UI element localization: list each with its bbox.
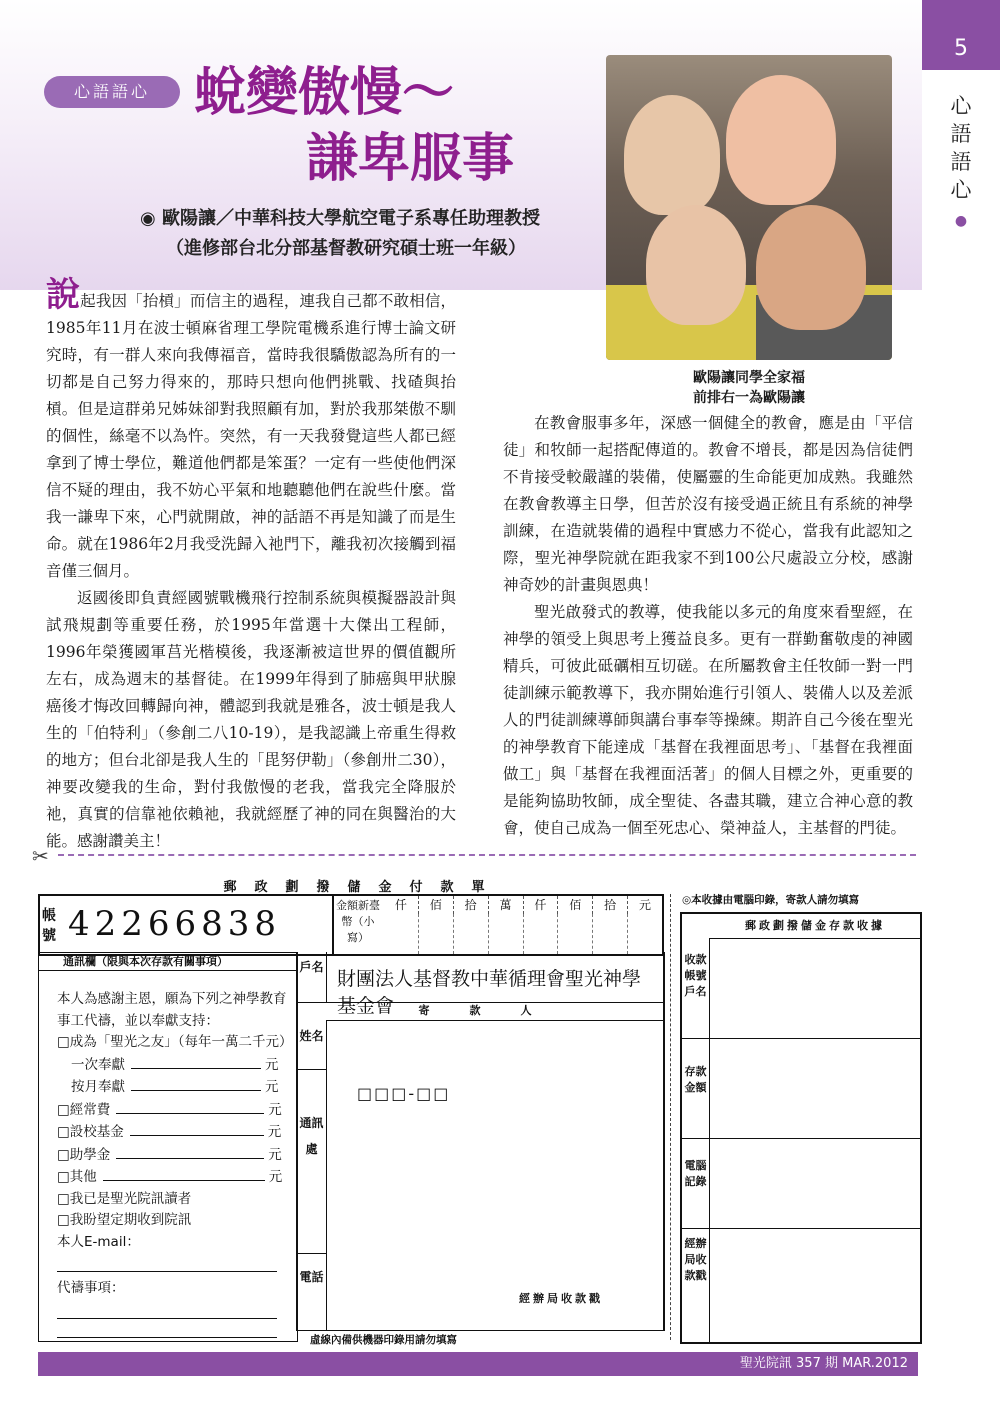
section-vertical-label: [946, 92, 976, 235]
memo-section: [38, 952, 298, 1342]
receipt-rule: [682, 1228, 920, 1229]
once-amount-field[interactable]: [131, 1054, 261, 1069]
amount-unit: 佰: [558, 896, 593, 914]
receipt-stamp-label: 經辦局收款戳: [682, 1228, 710, 1342]
prayer-field-2[interactable]: [57, 1319, 277, 1338]
payee-section: [296, 952, 665, 1331]
footer-band: 聖光院訊 357 期 MAR.2012: [38, 1352, 918, 1376]
yuan-unit: 元: [268, 1101, 282, 1118]
paragraph-3: 在教會服事多年，深感一個健全的教會，應是由「平信徒」和牧師一起搭配傳道的。教會不增長，都是因為信徒們不肯接受較嚴謹的裝備，使屬靈的生命能更加成熟。我雖然在教會教導主日學，但苦於沒有接受過正統且有系統的神學訓練，在造就裝備的過程中實感力不從心，當我有此認知之際，聖光神學院就在距我家不到100公尺處設立分校，感謝神奇妙的計畫與恩典！: [503, 414, 913, 594]
section-dot-icon: ●: [954, 213, 968, 229]
amount-label: 金額新臺幣（小寫）: [336, 899, 380, 944]
amount-unit: 元: [639, 898, 652, 912]
person-woman-back: [624, 95, 720, 215]
amount-cell[interactable]: [593, 914, 628, 954]
other-row: [57, 1166, 293, 1189]
amount-unit: 仟: [384, 896, 419, 914]
account-number-box: [38, 894, 334, 956]
family-photo: [606, 55, 892, 360]
amount-unit: 萬: [489, 896, 524, 914]
paragraph-1: [46, 275, 456, 585]
deposit-receipt: [680, 894, 918, 1340]
option-school[interactable]: □設校基金: [57, 1124, 124, 1140]
payee-name: 財團法人基督教中華循理會聖光神學基金會: [337, 968, 642, 1017]
other-amount-field[interactable]: [103, 1166, 265, 1181]
amount-cell[interactable]: [524, 914, 559, 954]
school-row: [57, 1121, 293, 1144]
postal-remittance-form: [38, 874, 918, 1348]
postmark-label: 經辦局收款戳: [519, 1292, 603, 1305]
receipt-box: [680, 912, 922, 1344]
cut-line: [58, 854, 916, 856]
amount-unit: 仟: [524, 896, 559, 914]
monthly-amount-field[interactable]: [131, 1076, 261, 1091]
prayer-field-1[interactable]: [57, 1300, 277, 1319]
school-amount-field[interactable]: [130, 1121, 264, 1136]
amount-cell[interactable]: [419, 914, 454, 954]
prayer-label: 代禱事項：: [57, 1280, 125, 1296]
option-regular[interactable]: □經常費: [57, 1101, 111, 1118]
amount-unit: 佰: [419, 896, 454, 914]
amount-cell[interactable]: [384, 914, 419, 954]
email-field[interactable]: [57, 1253, 277, 1272]
scissors-icon: ✂: [32, 844, 49, 868]
author-byline: [140, 204, 610, 264]
amount-cell[interactable]: [558, 914, 593, 954]
drop-cap: 說: [46, 275, 81, 315]
receipt-account-label: 收款帳號戶名: [682, 938, 710, 1038]
person-man-back: [726, 75, 836, 205]
article-column-left: [46, 275, 456, 855]
amount-cell[interactable]: [489, 914, 524, 954]
amount-cell[interactable]: [628, 914, 662, 954]
account-label: 帳號: [42, 908, 56, 944]
zip-code-boxes[interactable]: □□□-□□: [357, 1084, 451, 1103]
regular-row: [57, 1099, 293, 1122]
option-friend[interactable]: □成為「聖光之友」（每年一萬二千元）: [57, 1034, 293, 1050]
option-want[interactable]: □我盼望定期收到院訊: [57, 1212, 192, 1228]
option-other[interactable]: □其他: [57, 1169, 97, 1185]
phone-label: 電話: [297, 1254, 327, 1330]
receipt-rule: [682, 1038, 920, 1039]
yuan-unit: 元: [265, 1056, 279, 1073]
article-column-right: [503, 410, 913, 842]
account-number: 42266838: [68, 904, 282, 944]
yuan-unit: 元: [268, 1146, 282, 1163]
receipt-rule: [682, 1138, 920, 1139]
person-man-front: [756, 205, 866, 330]
byline-line-2: （進修部台北分部基督教研究碩士班一年級）: [166, 238, 526, 259]
receipt-amount-label: 存款金額: [682, 1038, 710, 1138]
payee-label: 戶名: [297, 952, 327, 1002]
machine-note: 虛線內備供機器印錄用請勿填寫: [310, 1334, 457, 1346]
regular-amount-field[interactable]: [116, 1099, 264, 1114]
address-label: 通訊處: [297, 1070, 327, 1254]
title-line-2: 謙卑服事: [306, 129, 515, 189]
amount-box: [330, 894, 664, 956]
caption-line-2: 前排右一為歐陽讓: [693, 390, 805, 406]
caption-line-1: 歐陽讓同學全家福: [693, 370, 805, 386]
photo-caption: [606, 368, 892, 408]
column-tag: 心語語心: [44, 76, 180, 108]
yuan-unit: 元: [267, 1124, 282, 1140]
right-margin: [922, 70, 1000, 1370]
amount-units: [384, 896, 662, 914]
aid-amount-field[interactable]: [116, 1144, 264, 1159]
amount-unit: 拾: [454, 896, 489, 914]
section-name: 心語語心: [950, 94, 972, 202]
option-reader[interactable]: □我已是聖光院訊讀者: [57, 1190, 192, 1207]
option-aid[interactable]: □助學金: [57, 1146, 111, 1163]
monthly-row: [57, 1076, 293, 1099]
email-label: 本人E-mail：: [57, 1233, 140, 1250]
once-row: [57, 1054, 293, 1077]
yuan-unit: 元: [268, 1169, 283, 1185]
receipt-record-label: 電腦記錄: [682, 1138, 710, 1228]
byline-line-1: ◉ 歐陽讓／中華科技大學航空電子系專任助理教授: [140, 208, 540, 229]
amount-cell[interactable]: [454, 914, 489, 954]
receipt-divider: [670, 894, 671, 1340]
title-line-1: 蛻變傲慢～: [194, 63, 455, 123]
aid-row: [57, 1144, 293, 1167]
memo-intro: 本人為感謝主恩，願為下列之神學教育事工代禱，並以奉獻支持：: [57, 991, 287, 1029]
form-title: 郵政劃撥儲金付款單: [223, 880, 503, 895]
sender-heading: 寄款人: [327, 1002, 663, 1021]
receipt-title: 郵政劃撥儲金存款收據: [710, 914, 920, 939]
once-label: 一次奉獻: [71, 1056, 125, 1073]
monthly-label: 按月奉獻: [71, 1079, 125, 1095]
person-woman-front: [646, 205, 746, 325]
memo-body: [57, 989, 293, 1338]
amount-unit: 拾: [593, 896, 628, 914]
yuan-unit: 元: [265, 1079, 279, 1095]
amount-input-cells[interactable]: [384, 914, 662, 954]
page-number: 5: [954, 36, 968, 61]
receipt-note: ◎本收據由電腦印錄，寄款人請勿填寫: [682, 894, 860, 906]
name-label: 姓名: [297, 1020, 327, 1070]
memo-heading: 通訊欄（限與本次存款有關事項）: [39, 953, 297, 971]
article-title: [180, 60, 600, 192]
paragraph-1-text: 起我因「抬槓」而信主的過程，連我自己都不敢相信，1985年11月在波士頓麻省理工學院電機系進行博士論文研究時，有一群人來向我傳福音，當時我很驕傲認為所有的一切都是自己努力得來的，那時只想向他們挑戰、找碴與抬槓。但是這群弟兄姊妹卻對我照顧有加，對於我那桀傲不馴的個性，絲毫不以為忤。突然，有一天我發覺這些人都已經拿到了博士學位，難道他們都是笨蛋？一定有一些使他們深信不疑的理由，我不妨心平氣和地聽聽他們在說些什麼。當我一謙卑下來，心門就開啟，神的話語不再是知識了而是生命。就在1986年2月我受洗歸入祂門下，離我初次接觸到福音僅三個月。: [46, 292, 456, 580]
paragraph-4: 聖光啟發式的教導，使我能以多元的角度來看聖經，在神學的領受上與思考上獲益良多。更有一群勤奮敬虔的神國精兵，可彼此砥礪相互切磋。在所屬教會主任牧師一對一門徒訓練示範教導下，我亦開始進行引領人、裝備人以及差派人的門徒訓練導師與講台事奉等操練。期許自己今後在聖光的神學教育下能達成「基督在我裡面思考」、「基督在我裡面做工」與「基督在我裡面活著」的個人目標之外，更重要的是能夠協助牧師，成全聖徒、各盡其職，建立合神心意的教會，使自己成為一個至死忠心、榮神益人，主基督的門徒。: [503, 603, 913, 837]
paragraph-2: 返國後即負責經國號戰機飛行控制系統與模擬器設計與試飛規劃等重要任務，於1995年當選十大傑出工程師，1996年榮獲國軍莒光楷模後，我逐漸被這世界的價值觀所左右，成為週末的基督徒。在1999年得到了肺癌與甲狀腺癌後才悔改回轉歸向神，體認到我就是雅各，波士頓是我人生的「伯特利」（參創二八10-19），是我認識上帝重生得救的地方；但台北卻是我人生的「毘努伊勒」（參創卅二30），神要改變我的生命，對付我傲慢的老我，當我完全降服於祂，真實的信靠祂依賴祂，我就經歷了神的同在與醫治的大能。感謝讚美主！: [46, 589, 456, 850]
